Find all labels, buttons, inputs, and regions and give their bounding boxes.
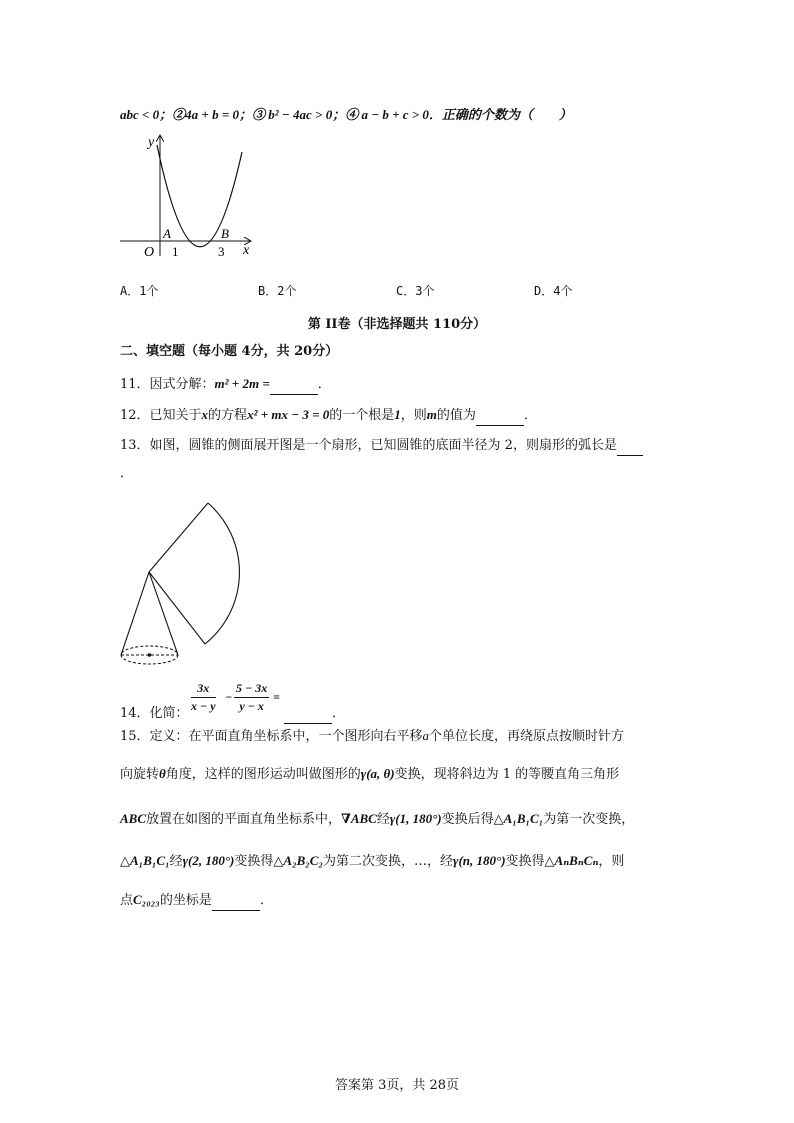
q15-text-4e: ，则 [598, 854, 625, 869]
q14-frac1-denominator: x − y [191, 699, 216, 713]
q15-text-5a: 点 [120, 893, 134, 908]
q15-line-4 [120, 852, 624, 871]
q15-text-3d: 为第一次变换， [543, 812, 635, 827]
q15-suffix: ． [259, 893, 273, 908]
q12-text-4: ，则 [400, 408, 427, 423]
choice-c: C．3个 [396, 284, 435, 298]
q13 [120, 437, 643, 456]
q15-vabc: ∇ABC [341, 811, 377, 826]
q15-text-4a: 经 [169, 854, 183, 869]
q12 [120, 406, 537, 426]
q15-text-2c: 变换，现将斜边为 1 的等腰直角三角形 [394, 767, 620, 782]
q15-triangle-1: △A₁B₁C₁ [493, 811, 544, 826]
q14-frac2-denominator: y − x [239, 699, 264, 713]
q13-text: 13．如图，圆锥的侧面展开图是一个扇形，已知圆锥的底面半径为 2，则扇形的弧长是 [120, 438, 617, 453]
q11-suffix: ． [317, 377, 331, 392]
q15-text-2b: 角度，这样的图形运动叫做图形的 [165, 767, 361, 782]
q15-text-4c: 为第二次变换，…，经 [323, 854, 454, 869]
q11-prefix: 11．因式分解： [120, 377, 215, 392]
q14-operator: − [225, 690, 233, 704]
q15-var-a: a [422, 728, 430, 743]
q11-answer-blank [270, 376, 318, 395]
cone-left-edge [121, 572, 149, 655]
q15-gamma-a-theta: γ(a, θ) [360, 766, 395, 781]
sector-radius-bottom [149, 572, 205, 644]
choice-d: D．4个 [534, 284, 573, 298]
choice-a: A．1个 [120, 284, 159, 298]
choice-b: B．2个 [258, 284, 297, 298]
q15-triangle-1b: △A₁B₁C₁ [120, 853, 170, 868]
x-axis-label: x [243, 243, 250, 258]
section-title: 第 II卷（非选择题共 110分） [307, 317, 487, 332]
tick-label-3: 3 [218, 244, 225, 259]
q15-line-1 [120, 727, 624, 746]
q14-prefix: 14．化简： [120, 706, 189, 721]
q15-text-2a: 向旋转 [120, 767, 160, 782]
q12-text-1: 12．已知关于 [120, 408, 202, 423]
point-a-label: A [163, 226, 171, 241]
q15-text-4b: 变换得 [234, 854, 274, 869]
q15-triangle-2: △A₂B₂C₂ [273, 853, 324, 868]
q15-text-5b: 的坐标是 [159, 893, 212, 908]
q15-c2023: C₂₀₂₃ [133, 892, 160, 907]
q15-text-3b: 经 [376, 812, 390, 827]
q15-abc: ABC [120, 811, 147, 826]
origin-label: O [144, 245, 155, 260]
q15-gamma-1: γ(1, 180°) [389, 811, 442, 826]
cone-right-edge [149, 572, 178, 655]
q14-frac2-numerator: 5 − 3x [234, 681, 269, 698]
sector-arc [205, 503, 239, 644]
tick-label-1: 1 [172, 244, 179, 259]
q15-text-4d: 变换得 [505, 854, 545, 869]
q12-text-5: 的值为 [436, 408, 476, 423]
q12-equation: x² + mx − 3 = 0 [247, 407, 330, 422]
q12-root: 1 [394, 407, 401, 422]
q14-fraction-1 [191, 681, 216, 714]
sector-radius-top [149, 503, 208, 572]
q12-var-m: m [426, 407, 437, 422]
q15-theta: θ [159, 766, 166, 781]
q12-text-3: 的一个根是 [329, 408, 395, 423]
section-heading: 二、填空题（每小题 4分，共 20分） [120, 344, 339, 359]
y-axis-label: y [148, 135, 155, 150]
q12-answer-blank [476, 407, 524, 426]
page-footer: 答案第 3页，共 28页 [334, 1078, 460, 1093]
q15-line-2 [120, 765, 619, 784]
q15-gamma-2: γ(2, 180°) [182, 853, 235, 868]
q13-answer-blank [617, 437, 643, 456]
q12-var-x: x [201, 407, 209, 422]
q15-line-3 [120, 810, 634, 829]
q10-conditions-text: abc < 0；②4a + b = 0；③ b² − 4ac > 0；④ a − b + c > 0．正确的个数为（ ） [120, 107, 572, 122]
q15-text-1a: 15．定义：在平面直角坐标系中，一个图形向右平移 [120, 729, 423, 744]
q11 [120, 375, 331, 395]
q15-triangle-n: △AₙBₙCₙ [544, 853, 599, 868]
cone-base-center [148, 653, 152, 657]
q14-fraction-2 [234, 681, 269, 714]
point-b-label: B [221, 226, 229, 241]
q13-suffix: ． [120, 466, 134, 481]
q14-answer-blank [284, 705, 332, 724]
q15-text-3c: 变换后得 [441, 812, 494, 827]
q15-gamma-n: γ(n, 180°) [453, 853, 506, 868]
q14-answer [284, 705, 345, 724]
q10-parabola-graph [112, 130, 262, 260]
q15-line-5 [120, 891, 273, 911]
q10-conditions [120, 106, 572, 125]
q14-equals: = [273, 690, 280, 704]
q12-text-2: 的方程 [208, 408, 248, 423]
q15-answer-blank [212, 892, 260, 911]
q14-suffix: ． [332, 706, 346, 721]
q11-expr: m² + 2m = [214, 376, 270, 391]
q14-frac1-numerator: 3x [191, 681, 216, 698]
cone-sector-figure [115, 498, 250, 670]
q15-text-3a: 放置在如图的平面直角坐标系中， [146, 812, 342, 827]
q15-text-1b: 个单位长度，再绕原点按顺时针方 [429, 729, 625, 744]
q12-suffix: ． [523, 408, 537, 423]
